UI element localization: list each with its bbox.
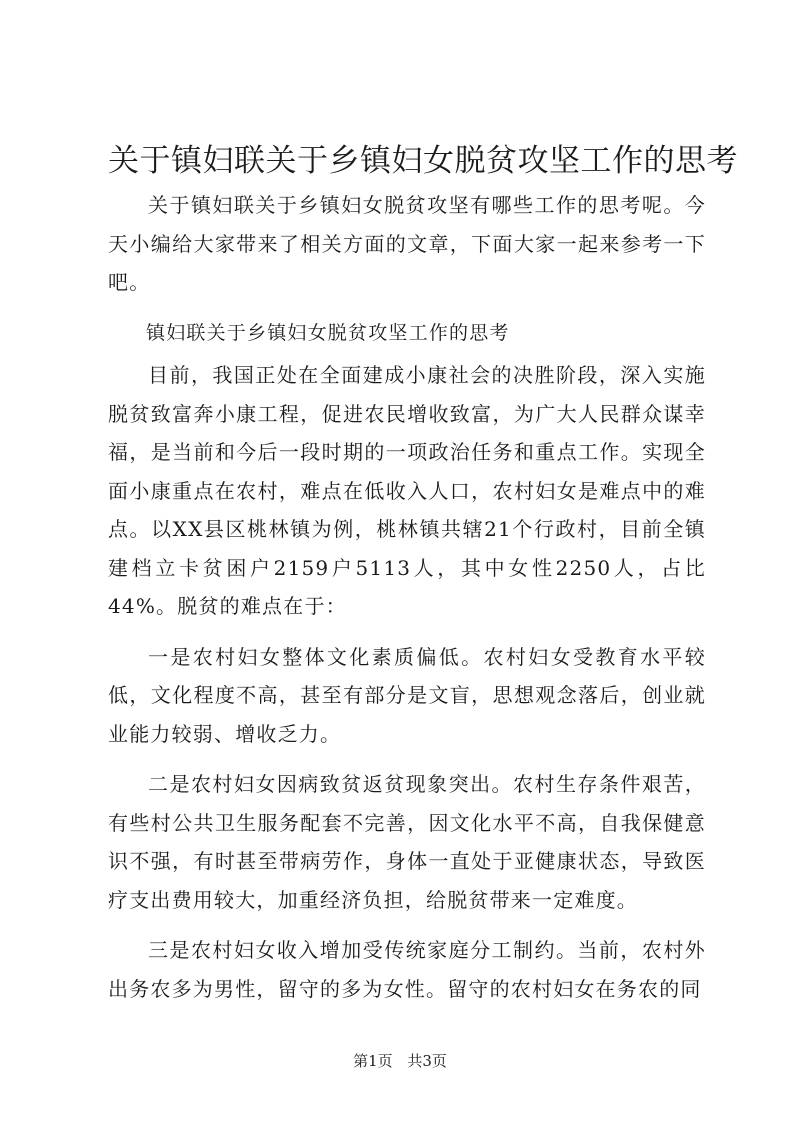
section-subtitle: 镇妇联关于乡镇妇女脱贫攻坚工作的思考 — [146, 321, 510, 344]
intro-paragraph: 关于镇妇联关于乡镇妇女脱贫攻坚有哪些工作的思考呢。今天小编给大家带来了相关方面的文章，下面大家一起来参考一下吧。 — [108, 193, 706, 294]
body-paragraph: 一是农村妇女整体文化素质偏低。农村妇女受教育水平较低，文化程度不高，甚至有部分是文盲，思想观念落后，创业就业能力较弱、增收乏力。 — [108, 644, 706, 746]
body-paragraph: 二是农村妇女因病致贫返贫现象突出。农村生存条件艰苦，有些村公共卫生服务配套不完善，因文化水平不高，自我保健意识不强，有时甚至带病劳作，身体一直处于亚健康状态，导致医疗支出费用较大，加重经济负担，给脱贫带来一定难度。 — [108, 772, 706, 912]
page-footer — [0, 1051, 800, 1071]
page-total: 共3页 — [407, 1052, 447, 1070]
body-paragraph: 三是农村妇女收入增加受传统家庭分工制约。当前，农村外出务农多为男性，留守的多为女性。留守的农村妇女在务农的同 — [108, 938, 706, 1001]
body-paragraph: 目前，我国正处在全面建成小康社会的决胜阶段，深入实施脱贫致富奔小康工程，促进农民增收致富，为广大人民群众谋幸福，是当前和今后一段时期的一项政治任务和重点工作。实现全面小康重点在农村，难点在低收入人口，农村妇女是难点中的难点。以XX县区桃林镇为例，桃林镇共辖21个行政村，目前全镇建档立卡贫困户2159户5113人，其中女性2250人，占比44%。脱贫的难点在于： — [108, 363, 706, 618]
document-body — [108, 186, 706, 1008]
page-number: 第1页 — [353, 1052, 393, 1070]
document-title: 关于镇妇联关于乡镇妇女脱贫攻坚工作的思考 — [108, 143, 738, 179]
